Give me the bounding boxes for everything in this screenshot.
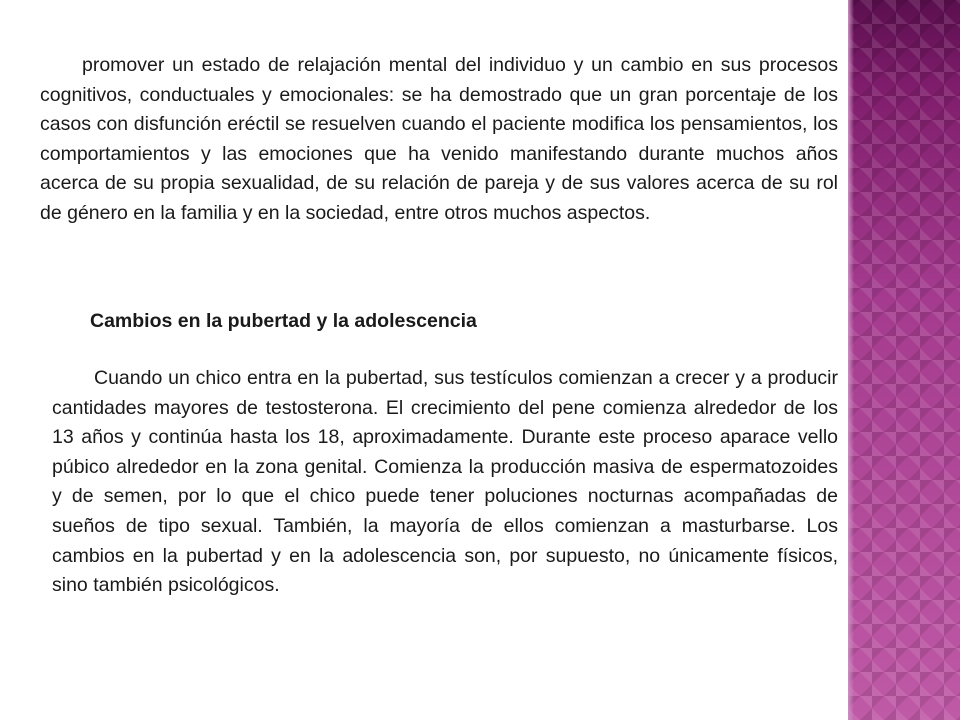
decorative-side-band [848, 0, 960, 720]
section-heading: Cambios en la pubertad y la adolescencia [90, 310, 477, 332]
side-band-edge [848, 0, 854, 720]
paragraph-relaxation: promover un estado de relajación mental del individuo y un cambio en sus procesos cognitivos, conductuales y emocionales: se ha demostrado que un gran porcentaje de los casos con disfunción eréctil se resuelven cuando el paciente modifica los pensamientos, los comportamientos y las emociones que ha venido manifestando durante muchos años acerca de su propia sexualidad, de su relación de pareja y de sus valores acerca de su rol de género en la familia y en la sociedad, entre otros muchos aspectos. [40, 54, 838, 224]
paragraph-puberty: Cuando un chico entra en la pubertad, sus testículos comienzan a crecer y a producir cantidades mayores de testosterona. El crecimiento del pene comienza alrededor de los 13 años y continúa hasta los 18, aproximadamente. Durante este proceso aparace vello púbico alrededor en la zona genital. Comienza la producción masiva de espermatozoides y de semen, por lo que el chico puede tener poluciones nocturnas acompañadas de sueños de tipo sexual. También, la mayoría de ellos comienzan a masturbarse. Los cambios en la pubertad y en la adolescencia son, por supuesto, no únicamente físicos, sino también psicológicos. [52, 367, 838, 597]
